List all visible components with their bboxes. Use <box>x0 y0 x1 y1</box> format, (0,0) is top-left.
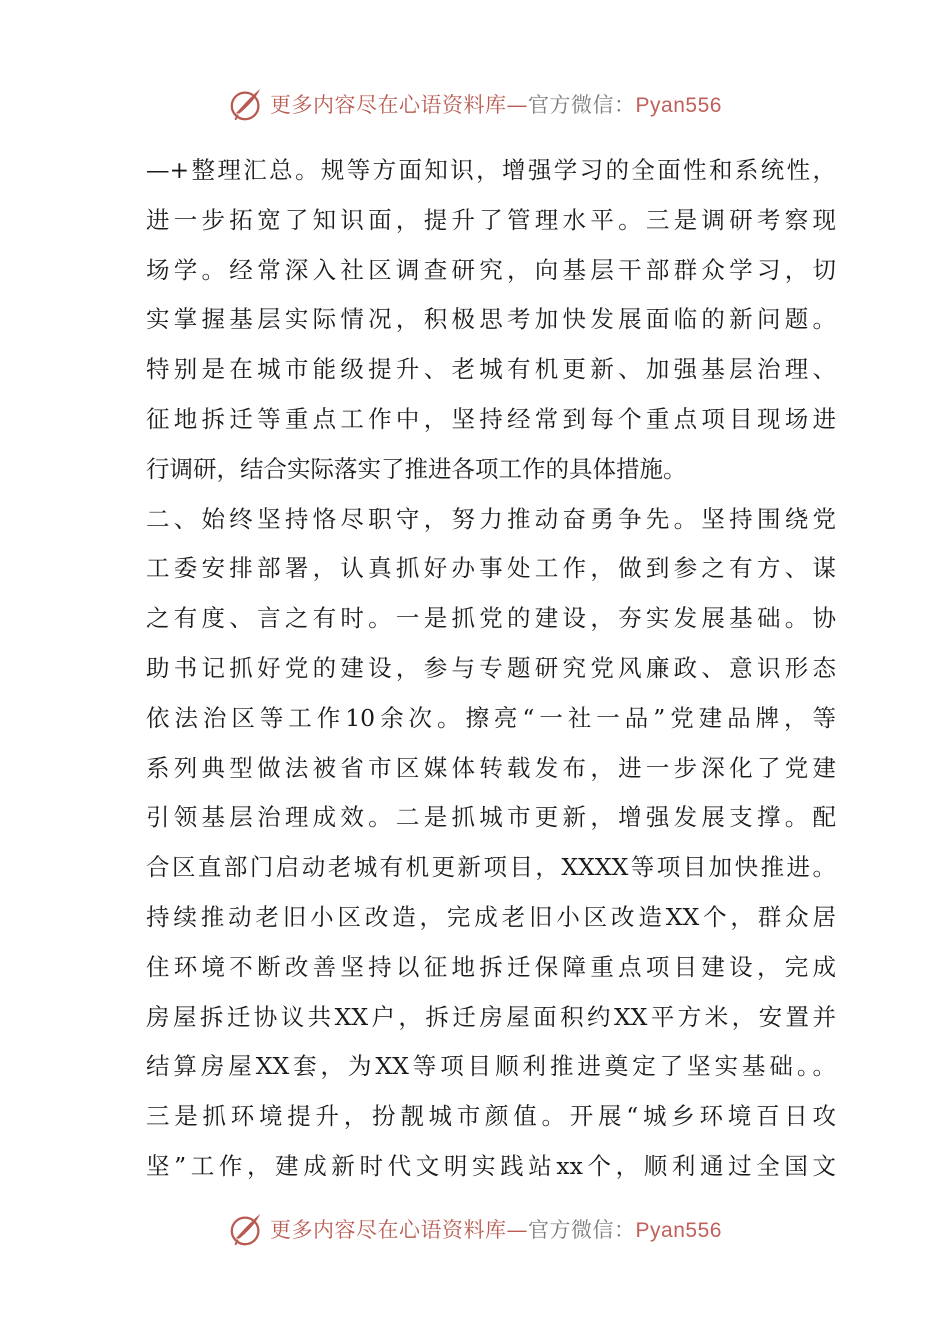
quill-pen-logo-icon <box>228 1210 266 1248</box>
banner-site-name: 更多内容尽在心语资料库 <box>270 1218 507 1242</box>
footer-banner-text <box>270 1214 722 1244</box>
banner-wechat-id: Pyan556 <box>635 1219 722 1242</box>
text-line: 进一步拓宽了知识面，提升了管理水平。三是调研考察现 <box>146 205 836 234</box>
text-line: 持续推动老旧小区改造，完成老旧小区改造XX个，群众居 <box>146 902 836 931</box>
header-banner <box>0 82 950 126</box>
text-line: 依法治区等工作10余次。擦亮“一社一品”党建品牌，等 <box>146 703 836 732</box>
footer-banner <box>0 1207 950 1251</box>
quill-pen-logo-icon <box>228 85 266 123</box>
banner-dash: — <box>506 1218 529 1242</box>
header-banner-text <box>270 89 722 119</box>
banner-wechat-label: 官方微信： <box>528 1218 636 1242</box>
text-line: 之有度、言之有时。一是抓党的建设，夯实发展基础。协 <box>146 604 836 633</box>
text-line: 房屋拆迁协议共XX户，拆迁房屋面积约XX平方米，安置并 <box>146 1002 836 1031</box>
text-line: 实掌握基层实际情况，积极思考加快发展面临的新问题。 <box>146 305 836 334</box>
text-line: 行调研，结合实际落实了推进各项工作的具体措施。 <box>146 454 687 483</box>
text-line: 征地拆迁等重点工作中，坚持经常到每个重点项目现场进 <box>146 404 836 433</box>
banner-wechat-id: Pyan556 <box>635 94 722 117</box>
text-line: —+整理汇总。规等方面知识，增强学习的全面性和系统性， <box>146 156 836 184</box>
banner-wechat-label: 官方微信： <box>528 93 636 117</box>
text-line: 住环境不断改善坚持以征地拆迁保障重点项目建设，完成 <box>146 952 836 981</box>
banner-site-name: 更多内容尽在心语资料库 <box>270 93 507 117</box>
text-line: 合区直部门启动老城有机更新项目，XXXX等项目加快推进。 <box>146 853 836 882</box>
text-line: 场学。经常深入社区调查研究，向基层干部群众学习，切 <box>146 255 836 284</box>
text-line: 引领基层治理成效。二是抓城市更新，增强发展支撑。配 <box>146 803 836 832</box>
text-line: 三是抓环境提升，扮靓城市颜值。开展“城乡环境百日攻 <box>146 1102 836 1131</box>
text-line: 工委安排部署，认真抓好办事处工作，做到参之有方、谋 <box>146 554 836 583</box>
text-line: 特别是在城市能级提升、老城有机更新、加强基层治理、 <box>146 355 836 384</box>
text-line: 系列典型做法被省市区媒体转载发布，进一步深化了党建 <box>146 753 836 782</box>
text-line: 助书记抓好党的建设，参与专题研究党风廉政、意识形态 <box>146 653 836 682</box>
text-line: 结算房屋XX套，为XX等项目顺利推进奠定了坚实基础。。 <box>146 1052 836 1081</box>
document-body <box>146 146 836 1192</box>
banner-dash: — <box>506 93 529 117</box>
text-line: 二、始终坚持恪尽职守，努力推动奋勇争先。坚持围绕党 <box>146 504 836 533</box>
text-line: 坚”工作，建成新时代文明实践站xx个，顺利通过全国文 <box>146 1151 836 1180</box>
